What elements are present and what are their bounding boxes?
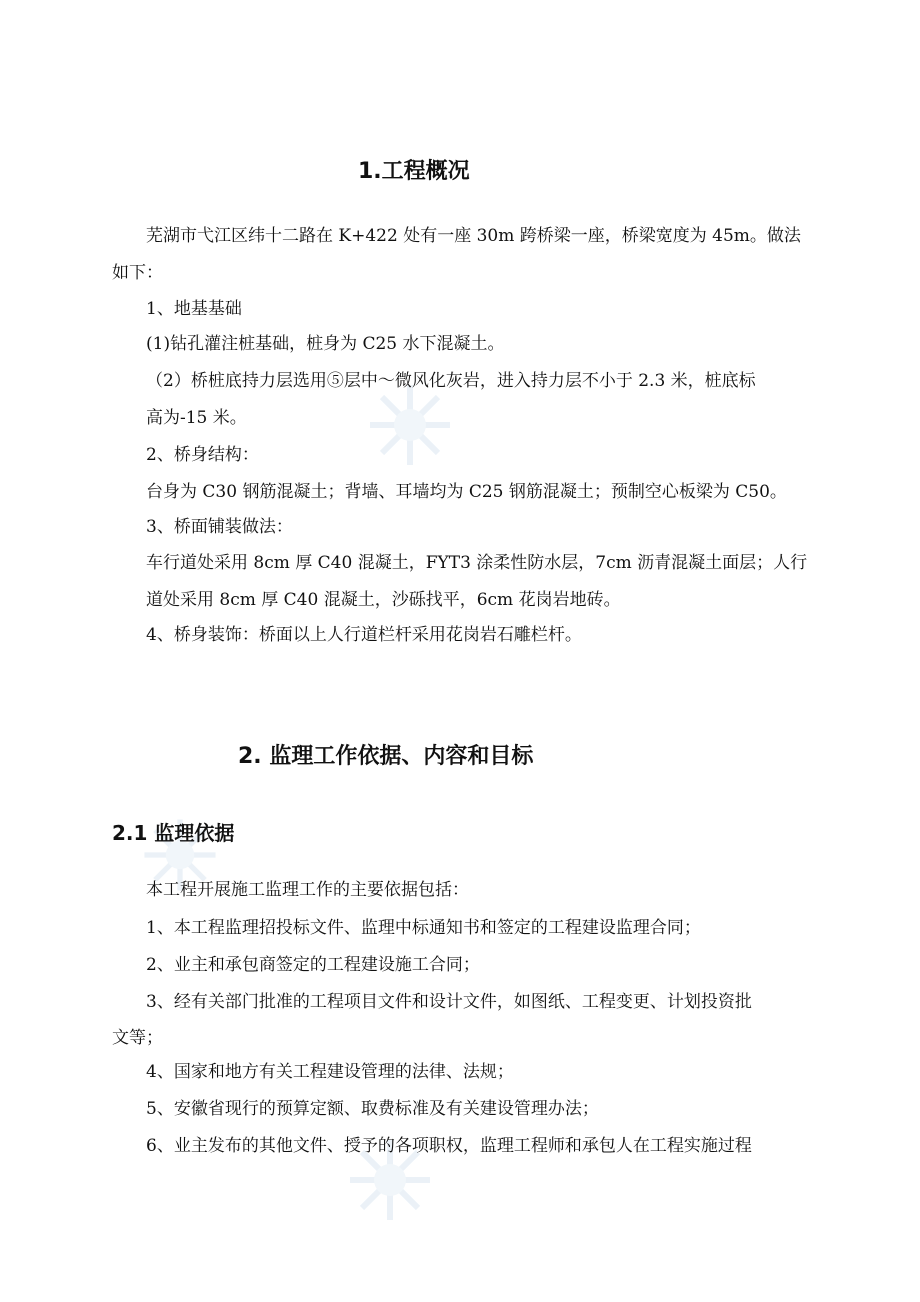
basis-item-3-line-2: 文等； (112, 1028, 163, 1048)
item-foundation: 1、地基基础 (146, 299, 242, 319)
item-deck-paving-line-2: 道处采用 8cm 厚 C40 混凝土，沙砾找平，6cm 花岗岩地砖。 (146, 590, 621, 610)
item-foundation-sub-1: (1)钻孔灌注桩基础，桩身为 C25 水下混凝土。 (146, 334, 505, 354)
section-1-intro-line-1: 芜湖市弋江区纬十二路在 K+422 处有一座 30m 跨桥梁一座，桥梁宽度为 45m。做法 (146, 226, 801, 246)
item-deck-paving: 3、桥面铺装做法： (146, 517, 293, 537)
basis-item-5: 5、安徽省现行的预算定额、取费标准及有关建设管理办法； (146, 1099, 599, 1119)
basis-item-6: 6、业主发布的其他文件、授予的各项职权，监理工程师和承包人在工程实施过程 (146, 1136, 752, 1156)
basis-item-3-line-1: 3、经有关部门批准的工程项目文件和设计文件，如图纸、工程变更、计划投资批 (146, 992, 752, 1012)
item-bridge-structure: 2、桥身结构： (146, 445, 259, 465)
item-foundation-sub-2-line-2: 高为-15 米。 (146, 408, 247, 428)
item-foundation-sub-2-line-1: （2）桥桩底持力层选用⑤层中～微风化灰岩，进入持力层不小于 2.3 米，桩底标 (146, 371, 756, 391)
item-deck-paving-line-1: 车行道处采用 8cm 厚 C40 混凝土，FYT3 涂柔性防水层，7cm 沥青混凝土面层；人行 (146, 553, 808, 573)
item-bridge-structure-text: 台身为 C30 钢筋混凝土；背墙、耳墙均为 C25 钢筋混凝土；预制空心板梁为 C50。 (146, 482, 787, 502)
basis-item-4: 4、国家和地方有关工程建设管理的法律、法规； (146, 1062, 514, 1082)
basis-item-2: 2、业主和承包商签定的工程建设施工合同； (146, 955, 480, 975)
basis-item-1: 1、本工程监理招投标文件、监理中标通知书和签定的工程建设监理合同； (146, 918, 701, 938)
section-2-title: 2. 监理工作依据、内容和目标 (238, 744, 534, 769)
section-1-title: 1.工程概况 (358, 159, 470, 184)
snowflake-watermark-icon (365, 380, 455, 470)
section-1-intro-line-2: 如下： (112, 263, 163, 283)
section-2-1-title: 2.1 监理依据 (112, 821, 235, 845)
section-2-intro: 本工程开展施工监理工作的主要依据包括： (146, 880, 469, 900)
item-bridge-decoration: 4、桥身装饰：桥面以上人行道栏杆采用花岗岩石雕栏杆。 (146, 625, 582, 645)
